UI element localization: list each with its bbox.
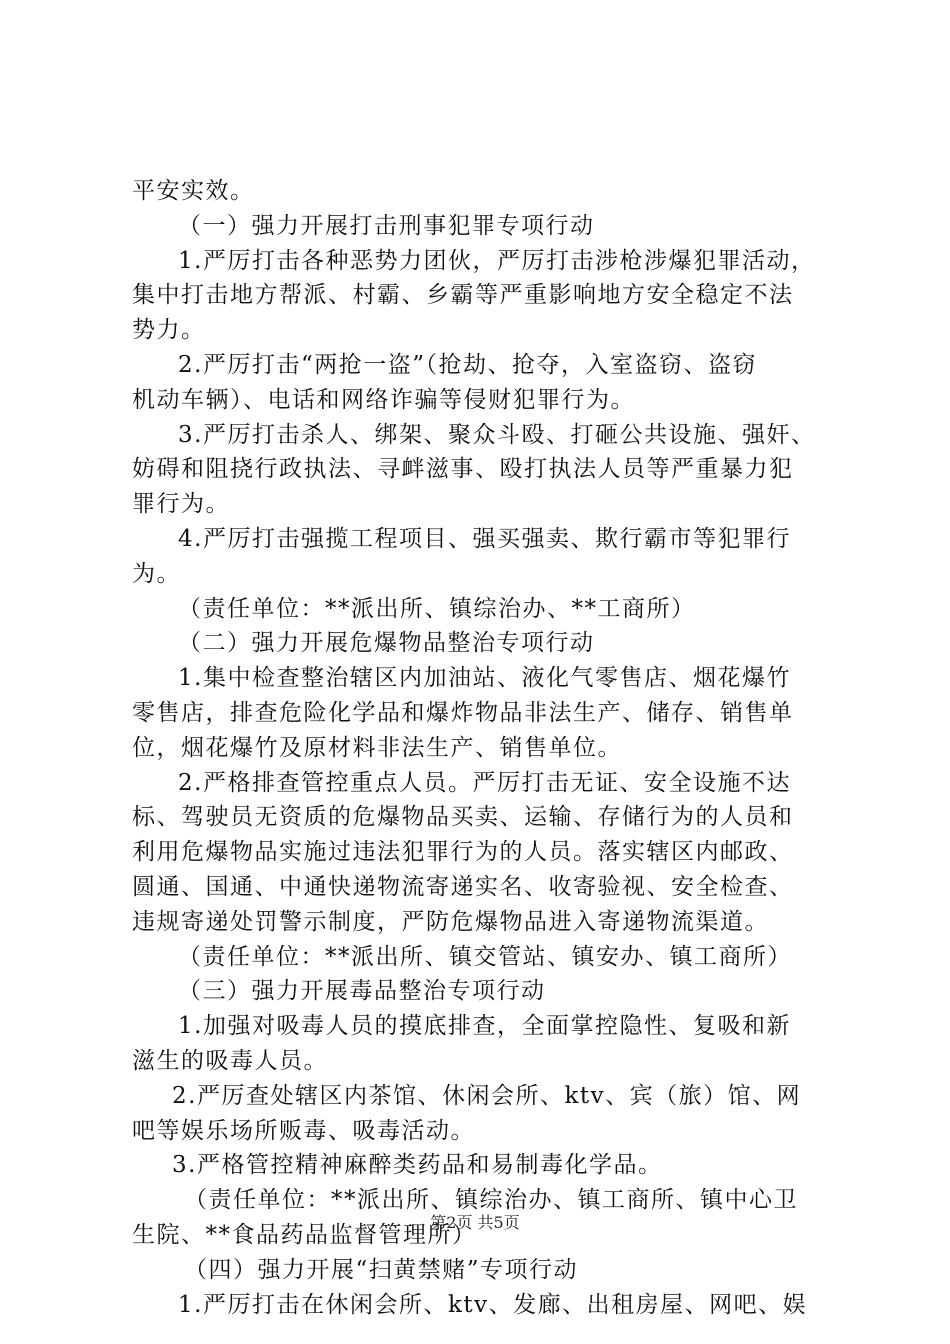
text-line: 机动车辆）、电话和网络诈骗等侵财犯罪行为。 — [132, 386, 635, 413]
text-line: 圆通、国通、中通快递物流寄递实名、收寄验视、安全检查、 — [132, 873, 794, 900]
text-line: 2.严厉打击“两抢一盗”（抢劫、抢夺，入室盗窃、盗窃 — [178, 351, 757, 378]
section-heading: （四）强力开展“扫黄禁赌”专项行动 — [184, 1256, 579, 1283]
responsibility-line: （责任单位：**派出所、镇综治办、镇工商所、镇中心卫 — [184, 1187, 798, 1214]
text-line: 滋生的吸毒人员。 — [132, 1047, 328, 1074]
section-heading: （三）强力开展毒品整治专项行动 — [178, 978, 546, 1005]
text-line: 1.加强对吸毒人员的摸底排查，全面掌控隐性、复吸和新 — [178, 1013, 791, 1040]
text-line: 位，烟花爆竹及原材料非法生产、销售单位。 — [132, 734, 622, 761]
text-line: 势力。 — [132, 317, 206, 344]
text-line: 违规寄递处罚警示制度，严防危爆物品进入寄递物流渠道。 — [132, 908, 769, 935]
page-number-footer: 第2页 共5页 — [430, 1213, 520, 1232]
text-line: 1.集中检查整治辖区内加油站、液化气零售店、烟花爆竹 — [178, 665, 791, 692]
text-line: 生院、**食品药品监督管理所） — [132, 1221, 477, 1248]
text-line: 4.严厉打击强揽工程项目、强买强卖、欺行霸市等犯罪行 — [178, 525, 791, 552]
text-line: 平安实效。 — [132, 178, 255, 204]
responsibility-line: （责任单位：**派出所、镇交管站、镇安办、镇工商所） — [178, 943, 792, 970]
text-line: 罪行为。 — [132, 491, 230, 518]
text-line: 3.严厉打击杀人、绑架、聚众斗殴、打砸公共设施、强奸、 — [178, 421, 816, 448]
text-line: 零售店，排查危险化学品和爆炸物品非法生产、储存、销售单 — [132, 699, 794, 726]
text-line: 1.严厉打击在休闲会所、ktv、发廊、出租房屋、网吧、娱 — [178, 1291, 808, 1318]
section-heading: （一）强力开展打击刑事犯罪专项行动 — [178, 212, 595, 239]
text-line: 2.严格排查管控重点人员。严厉打击无证、安全设施不达 — [178, 769, 791, 796]
text-line: 为。 — [132, 560, 181, 587]
document-body — [132, 174, 832, 1322]
text-line: 3.严格管控精神麻醉类药品和易制毒化学品。 — [172, 1152, 663, 1179]
text-line: 标、驾驶员无资质的危爆物品买卖、运输、存储行为的人员和 — [132, 804, 794, 831]
responsibility-line: （责任单位：**派出所、镇综治办、**工商所） — [178, 595, 696, 622]
text-line: 利用危爆物品实施过违法犯罪行为的人员。落实辖区内邮政、 — [132, 839, 794, 866]
text-line: 吧等娱乐场所贩毒、吸毒活动。 — [132, 1117, 475, 1144]
text-line: 妨碍和阻挠行政执法、寻衅滋事、殴打执法人员等严重暴力犯 — [132, 456, 794, 483]
text-line: 集中打击地方帮派、村霸、乡霸等严重影响地方安全稳定不法 — [132, 282, 794, 309]
section-heading: （二）强力开展危爆物品整治专项行动 — [178, 630, 595, 657]
text-line: 2.严厉查处辖区内茶馆、休闲会所、ktv、宾（旅）馆、网 — [172, 1082, 802, 1109]
text-line: 1.严厉打击各种恶势力团伙，严厉打击涉枪涉爆犯罪活动， — [178, 247, 816, 274]
